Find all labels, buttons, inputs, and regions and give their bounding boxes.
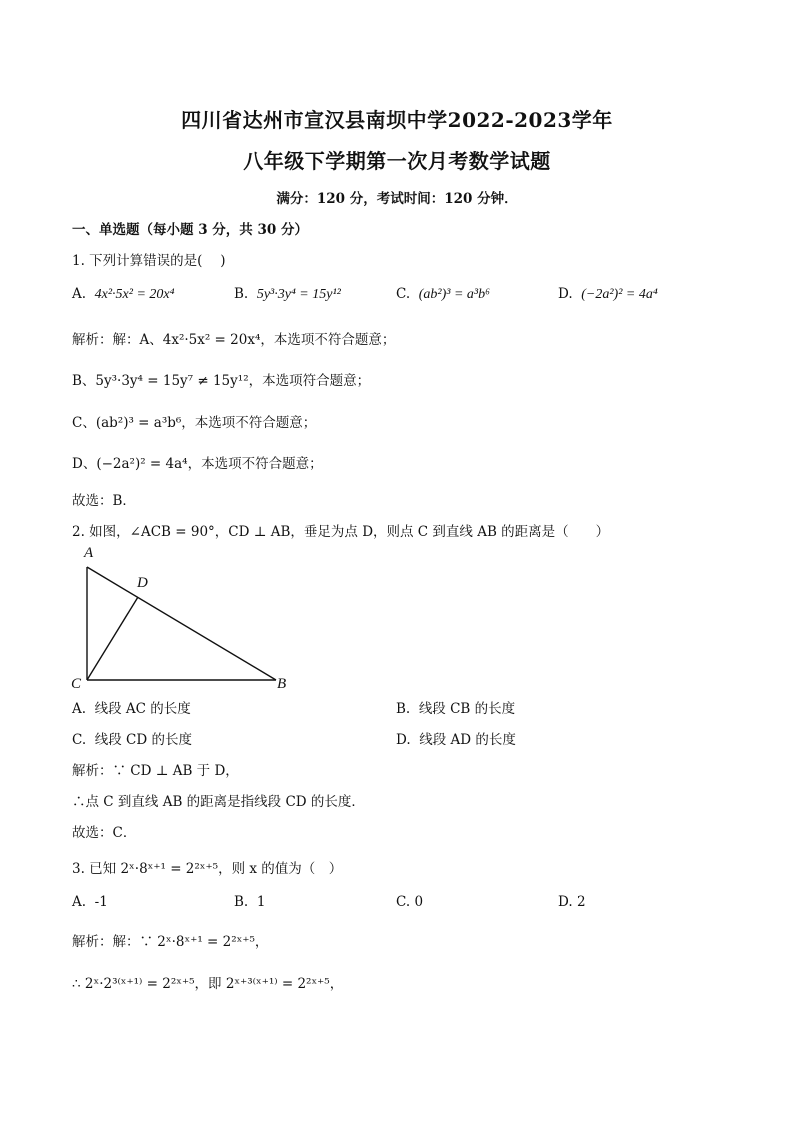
- exam-info: 满分：120 分，考试时间：120 分钟．: [276, 191, 518, 207]
- option-text: 2: [576, 894, 586, 910]
- vertex-label-b: B: [277, 676, 287, 692]
- q1-option-d: [558, 286, 658, 303]
- option-expr: 4x²·5x² = 20x⁴: [94, 287, 175, 302]
- q2-analysis-line2: ∴点 C 到直线 AB 的距离是指线段 CD 的长度．: [72, 794, 365, 810]
- option-label: D.: [558, 894, 573, 910]
- q1-option-a: [72, 286, 175, 303]
- option-label: A.: [72, 701, 87, 717]
- option-label: A.: [72, 894, 87, 910]
- segment-ab: [87, 567, 276, 680]
- option-label: A.: [72, 286, 87, 302]
- option-label: B.: [396, 701, 411, 717]
- q1-analysis-line4: D、(−2a²)² = 4a⁴，本选项不符合题意；: [72, 456, 323, 472]
- q2-option-d: [396, 728, 516, 748]
- option-text: 1: [256, 894, 266, 910]
- q2-stem: 2. 如图，∠ACB = 90°，CD ⊥ AB，垂足为点 D，则点 C 到直线 AB 的距离是（ ）: [72, 524, 610, 540]
- q2-option-a: [72, 697, 191, 717]
- q2-option-c: [72, 728, 192, 748]
- option-text: 线段 CB 的长度: [418, 701, 516, 717]
- option-expr: 5y³·3y⁴ = 15y¹²: [256, 287, 341, 302]
- q1-stem: 1. 下列计算错误的是( ): [72, 253, 226, 269]
- option-text: 0: [414, 894, 424, 910]
- option-text: -1: [94, 894, 108, 910]
- q1-analysis-line3: C、(ab²)³ = a³b⁶，本选项不符合题意；: [72, 415, 317, 431]
- triangle-figure: [60, 540, 310, 692]
- option-text: 线段 AD 的长度: [419, 732, 516, 748]
- q1-option-c: [396, 286, 490, 303]
- option-label: B.: [234, 286, 249, 302]
- option-label: C.: [396, 894, 411, 910]
- option-label: B.: [234, 894, 249, 910]
- option-text: 线段 CD 的长度: [94, 732, 192, 748]
- vertex-label-a: A: [84, 545, 94, 561]
- section-heading: 一、单选题（每小题 3 分，共 30 分）: [72, 222, 308, 238]
- q3-option-a: [72, 894, 108, 910]
- q3-option-c: [396, 894, 423, 910]
- q3-stem: 3. 已知 2ˣ·8ˣ⁺¹ = 2²ˣ⁺⁵，则 x 的值为（ ）: [72, 861, 343, 877]
- segment-cd: [87, 597, 138, 680]
- q2-answer: 故选：C．: [72, 825, 137, 841]
- option-text: 线段 AC 的长度: [94, 701, 191, 717]
- document-title-line2: 八年级下学期第一次月考数学试题: [243, 149, 551, 173]
- option-expr: (−2a²)² = 4a⁴: [581, 287, 658, 302]
- q2-analysis-line1: 解析：∵ CD ⊥ AB 于 D，: [72, 763, 239, 779]
- q2-option-b: [396, 697, 515, 717]
- option-label: D.: [558, 286, 573, 302]
- q3-analysis-line2: ∴ 2ˣ·2³⁽ˣ⁺¹⁾ = 2²ˣ⁺⁵，即 2ˣ⁺³⁽ˣ⁺¹⁾ = 2²ˣ⁺⁵，: [72, 976, 344, 992]
- q1-analysis-line2: B、5y³·3y⁴ = 15y⁷ ≠ 15y¹²，本选项符合题意；: [72, 373, 371, 389]
- q1-option-b: [234, 286, 341, 303]
- option-label: C.: [72, 732, 87, 748]
- q3-option-d: [558, 894, 586, 910]
- q3-option-b: [234, 894, 265, 910]
- q3-analysis-line1: 解析：解：∵ 2ˣ·8ˣ⁺¹ = 2²ˣ⁺⁵，: [72, 934, 269, 950]
- vertex-label-c: C: [71, 676, 82, 692]
- option-expr: (ab²)³ = a³b⁶: [418, 287, 490, 302]
- option-label: D.: [396, 732, 411, 748]
- document-title-line1: 四川省达州市宣汉县南坝中学2022-2023学年: [181, 108, 613, 132]
- option-label: C.: [396, 286, 411, 302]
- q1-analysis-line1: 解析：解：A、4x²·5x² = 20x⁴，本选项不符合题意；: [72, 332, 396, 348]
- q1-answer: 故选：B．: [72, 493, 136, 509]
- vertex-label-d: D: [137, 575, 148, 591]
